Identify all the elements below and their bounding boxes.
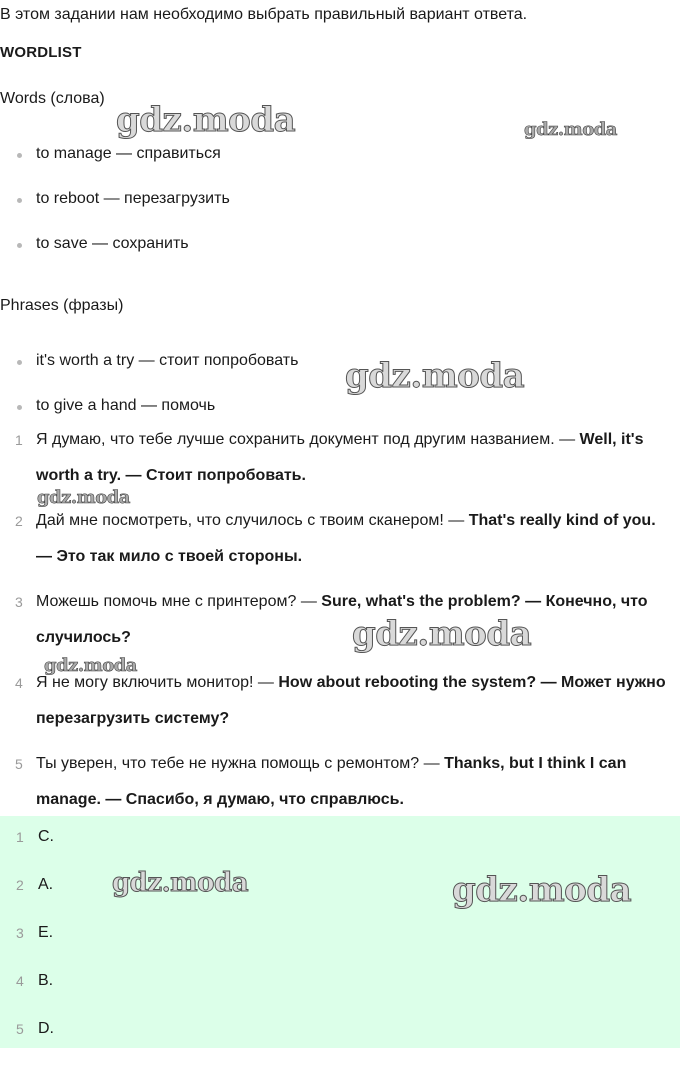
dialogue-text: Я не могу включить монитор! —: [36, 674, 274, 691]
dialogue-item: [0, 746, 680, 818]
list-item: it's worth a try — стоит попробовать: [0, 351, 298, 371]
answer-item: [0, 1020, 54, 1038]
answer-item: [0, 828, 54, 846]
words-title: Words (слова): [0, 90, 105, 107]
answer-letter: C.: [38, 828, 54, 845]
answer-item: [0, 876, 53, 894]
item-number: 5: [15, 756, 23, 772]
intro-text: В этом задании нам необходимо выбрать правильный вариант ответа.: [0, 6, 528, 23]
item-number: 1: [15, 432, 23, 448]
watermark: gdz.moda: [112, 868, 249, 898]
watermark: gdz.moda: [452, 870, 632, 910]
watermark: gdz.moda: [345, 356, 525, 396]
list-item: to give a hand — помочь: [0, 396, 298, 416]
item-number: 2: [16, 877, 24, 893]
answer-item: [0, 972, 53, 990]
dialogue-item: [0, 584, 680, 656]
dialogue-list: [0, 422, 680, 818]
dialogue-item: [0, 503, 680, 575]
answer-block: [0, 816, 680, 1048]
dialogue-answer: Well, it's worth a try. — Стоит попробовать.: [36, 431, 644, 484]
watermark: gdz.moda: [116, 100, 296, 140]
item-number: 1: [16, 829, 24, 845]
words-list: [0, 144, 230, 254]
dialogue-item: [0, 665, 680, 737]
list-item: to save — сохранить: [0, 234, 230, 254]
answer-letter: E.: [38, 924, 54, 941]
watermark: gdz.moda: [44, 655, 137, 676]
dialogue-item: [0, 422, 680, 494]
dialogue-answer: Sure, what's the problem? — Конечно, что случилось?: [36, 593, 648, 646]
dialogue-answer: That's really kind of you. — Это так мило с твоей стороны.: [36, 512, 656, 565]
phrases-list: [0, 351, 298, 416]
watermark: gdz.moda: [37, 487, 130, 508]
wordlist-heading: WORDLIST: [0, 44, 82, 61]
item-number: 3: [16, 925, 24, 941]
dialogue-text: Дай мне посмотреть, что случилось с твоим сканером! —: [36, 512, 465, 529]
dialogue-answer: Thanks, but I think I can manage. — Спасибо, я думаю, что справлюсь.: [36, 755, 627, 808]
answer-letter: D.: [38, 1020, 54, 1037]
watermark: gdz.moda: [524, 119, 617, 140]
item-number: 4: [15, 675, 23, 691]
dialogue-text: Я думаю, что тебе лучше сохранить документ под другим названием. —: [36, 431, 576, 448]
list-item: to manage — справиться: [0, 144, 230, 164]
dialogue-text: Можешь помочь мне с принтером? —: [36, 593, 317, 610]
dialogue-text: Ты уверен, что тебе не нужна помощь с ремонтом? —: [36, 755, 440, 772]
answer-letter: A.: [38, 876, 54, 893]
item-number: 4: [16, 973, 24, 989]
list-item: to reboot — перезагрузить: [0, 189, 230, 209]
answer-letter: B.: [38, 972, 54, 989]
answer-item: [0, 924, 53, 942]
item-number: 2: [15, 513, 23, 529]
dialogue-answer: How about rebooting the system? — Может нужно перезагрузить систему?: [36, 674, 666, 727]
watermark: gdz.moda: [352, 614, 532, 654]
item-number: 3: [15, 594, 23, 610]
item-number: 5: [16, 1021, 24, 1037]
phrases-title: Phrases (фразы): [0, 297, 124, 314]
